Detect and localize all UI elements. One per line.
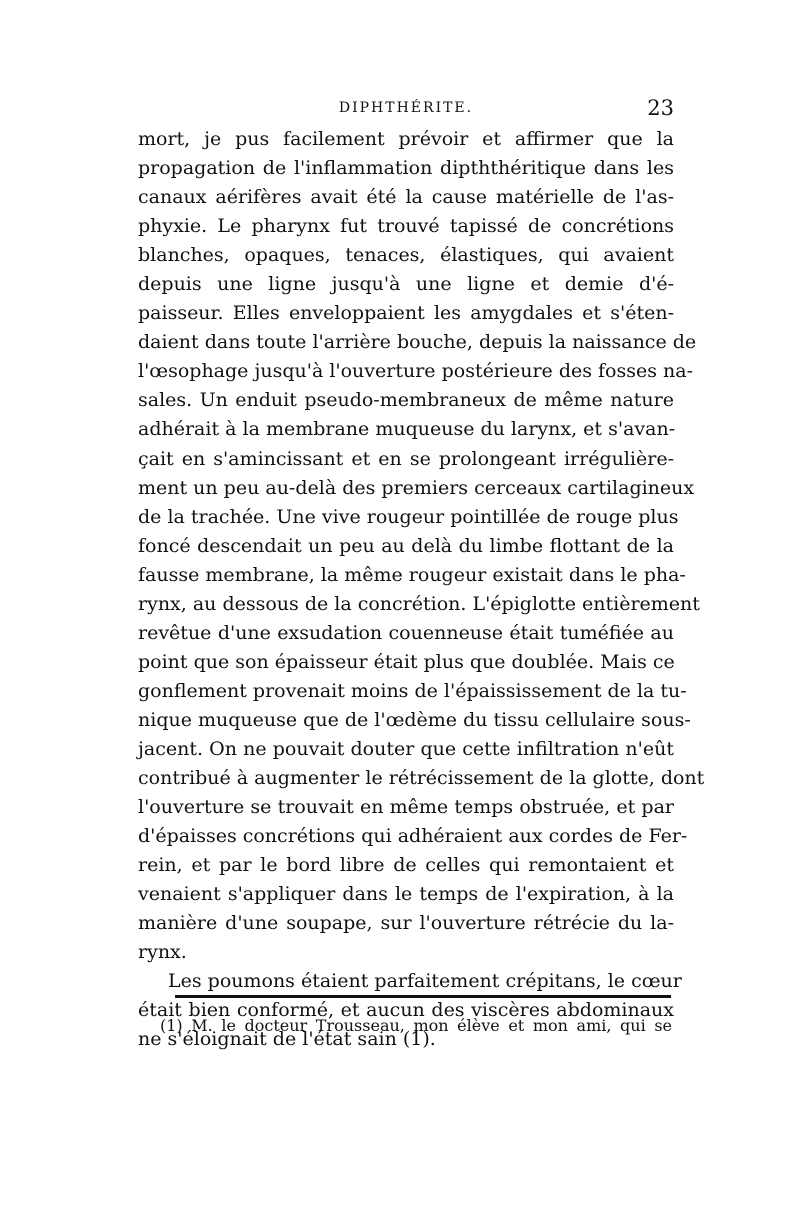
running-title: DIPHTHÉRITE.	[338, 100, 474, 116]
text-line: d'épaisses concrétions qui adhéraient aux cordes de Fer-	[138, 825, 688, 848]
text-line: mort, je pus facilement prévoir et affirmer que la	[138, 128, 674, 150]
text-line: l'ouverture se trouvait en même temps obstruée, et par	[138, 796, 674, 819]
page-header	[138, 96, 674, 126]
text-line: l'œsophage jusqu'à l'ouverture postérieure des fosses na-	[138, 360, 694, 383]
text-line: contribué à augmenter le rétrécissement de la glotte, dont	[138, 767, 705, 790]
page-number: 23	[647, 96, 674, 120]
text-line: jacent. On ne pouvait douter que cette infiltration n'eût	[138, 737, 674, 760]
text-line: rynx.	[138, 941, 187, 964]
text-line: blanches, opaques, tenaces, élastiques, qui avaient	[138, 244, 674, 267]
text-line: ment un peu au-delà des premiers cerceaux cartilagineux	[138, 476, 695, 499]
text-line: Les poumons étaient parfaitement crépitans, le cœur	[168, 970, 682, 993]
body-text	[138, 125, 705, 1055]
text-line: rein, et par le bord libre de celles qui remontaient et	[138, 854, 674, 877]
footnote: (1) M. le docteur Trousseau, mon élève et mon ami, qui se	[160, 1016, 672, 1035]
text-line: sales. Un enduit pseudo-membraneux de même nature	[138, 389, 674, 412]
text-line: de la trachée. Une vive rougeur pointillée de rouge plus	[138, 505, 679, 528]
text-line: rynx, au dessous de la concrétion. L'épiglotte entièrement	[138, 592, 700, 615]
text-line: gonflement provenait moins de l'épaississement de la tu-	[138, 679, 687, 702]
text-line: foncé descendait un peu au delà du limbe flottant de la	[138, 534, 674, 557]
text-line: venaient s'appliquer dans le temps de l'expiration, à la	[138, 883, 674, 906]
text-line: revêtue d'une exsudation couenneuse était tuméfiée au	[138, 621, 674, 644]
text-line: canaux aérifères avait été la cause matérielle de l'as-	[138, 186, 674, 209]
text-line: fausse membrane, la même rougeur existait dans le pha-	[138, 563, 686, 586]
text-line: propagation de l'inflammation dipththéritique dans les	[138, 157, 674, 180]
text-line: nique muqueuse que de l'œdème du tissu cellulaire sous-	[138, 708, 691, 731]
text-line: manière d'une soupape, sur l'ouverture rétrécie du la-	[138, 912, 674, 935]
text-line: phyxie. Le pharynx fut trouvé tapissé de concrétions	[138, 215, 674, 238]
text-line: adhérait à la membrane muqueuse du larynx, et s'avan-	[138, 418, 676, 441]
text-line: depuis une ligne jusqu'à une ligne et demie d'é-	[138, 273, 674, 296]
text-line: ne s'éloignait de l'état sain (1).	[138, 1028, 436, 1051]
footnote-rule	[175, 995, 671, 998]
text-line: paisseur. Elles enveloppaient les amygdales et s'éten-	[138, 302, 674, 325]
text-line: çait en s'amincissant et en se prolongeant irrégulière-	[138, 447, 674, 470]
text-line: point que son épaisseur était plus que doublée. Mais ce	[138, 650, 675, 673]
text-line: daient dans toute l'arrière bouche, depuis la naissance de	[138, 331, 697, 354]
text-line: était bien conformé, et aucun des viscères abdominaux	[138, 999, 674, 1022]
